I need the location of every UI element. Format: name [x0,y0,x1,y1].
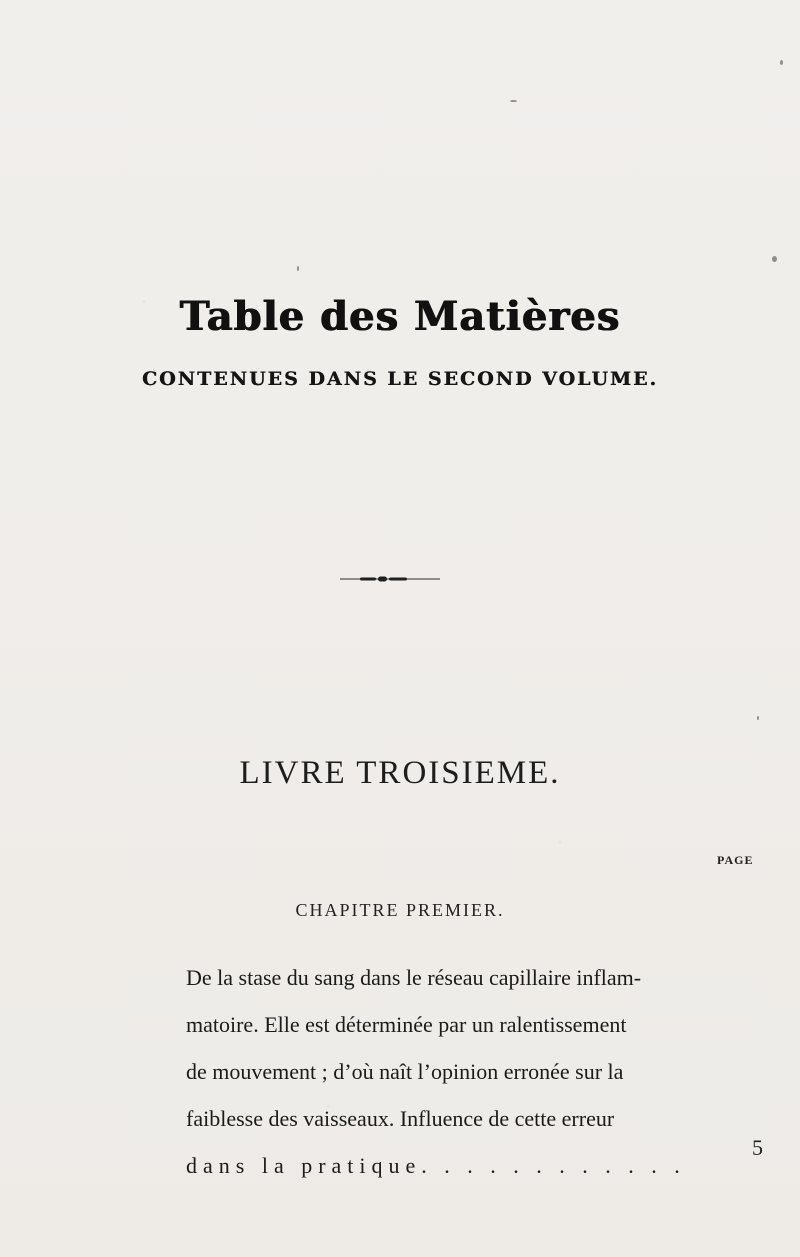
paper-speck [757,716,759,720]
chapter-heading: CHAPITRE PREMIER. [295,900,505,920]
page-title: Table des Matières [179,293,621,340]
paper-speck [780,60,783,65]
page-subtitle: CONTENUES DANS LE SECOND VOLUME. [141,368,659,390]
entry-line: faiblesse des vaisseaux. Influence de cette erreur [186,1106,615,1131]
paper-speck [297,266,299,271]
page-column-label: PAGE [717,853,754,867]
entry-line: matoire. Elle est déterminée par un ralentissement [186,1012,627,1037]
entry-line: De la stase du sang dans le réseau capillaire inflam- [186,965,642,990]
entry-page-number: 5 [752,1135,763,1160]
book-heading: LIVRE TROISIEME. [239,755,561,791]
paper-speck [510,100,517,102]
entry-line: dans la pratique. . . . . . . . . . . . [186,1153,686,1178]
contents-entry [186,954,686,1189]
paper-speck [772,256,777,262]
entry-line: de mouvement ; d’où naît l’opinion erronée sur la [186,1059,624,1084]
ornamental-divider [340,575,440,583]
